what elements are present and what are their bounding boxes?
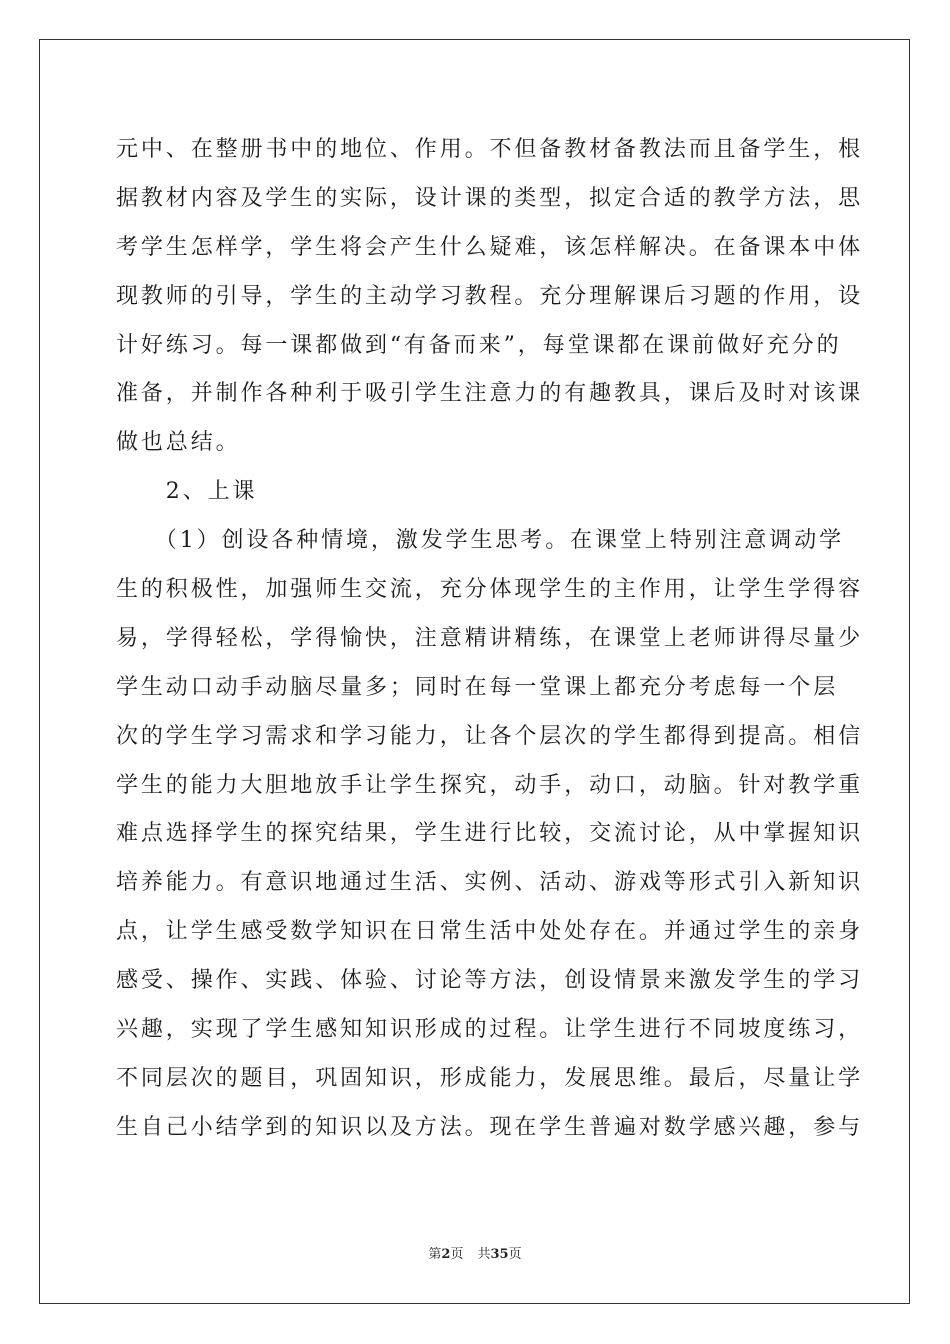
text-line: 据教材内容及学生的实际，设计课的类型，拟定合适的教学方法，思 xyxy=(116,185,864,211)
text-line: 不同层次的题目，巩固知识，形成能力，发展思维。最后，尽量让学 xyxy=(116,1065,864,1091)
text-line: 生自己小结学到的知识以及方法。现在学生普遍对数学感兴趣，参与 xyxy=(116,1114,864,1140)
text-line: 准备，并制作各种利于吸引学生注意力的有趣教具，课后及时对该课 xyxy=(116,381,864,407)
text-line: 考学生怎样学，学生将会产生什么疑难，该怎样解决。在备课本中体 xyxy=(116,234,864,260)
text-line: （1）创设各种情境，激发学生思考。在课堂上特别注意调动学 xyxy=(116,528,844,554)
page-number: 2 xyxy=(441,1247,451,1262)
text-line: 做也总结。 xyxy=(116,430,241,456)
text-line: 点，让学生感受数学知识在日常生活中处处存在。并通过学生的亲身 xyxy=(116,919,864,945)
text-line: 学生动口动手动脑尽量多；同时在每一堂课上都充分考虑每一个层 xyxy=(116,674,839,700)
text-line: 兴趣，实现了学生感知知识形成的过程。让学生进行不同坡度练习， xyxy=(116,1017,864,1043)
text-line: 感受、操作、实践、体验、讨论等方法，创设情景来激发学生的学习 xyxy=(116,968,864,994)
page-prefix: 第 xyxy=(428,1247,442,1262)
total-prefix: 共 xyxy=(477,1247,491,1262)
text-line: 生的积极性，加强师生交流，充分体现学生的主作用，让学生学得容 xyxy=(116,577,864,603)
text-line: 易，学得轻松，学得愉快，注意精讲精练，在课堂上老师讲得尽量少 xyxy=(116,625,864,651)
text-line: 次的学生学习需求和学习能力，让各个层次的学生都得到提高。相信 xyxy=(116,723,864,749)
page-suffix: 页 xyxy=(450,1247,464,1262)
page-footer xyxy=(0,1243,950,1262)
text-line: 培养能力。有意识地通过生活、实例、活动、游戏等形式引入新知识 xyxy=(116,870,864,896)
text-line: 学生的能力大胆地放手让学生探究，动手，动口，动脑。针对教学重 xyxy=(116,772,864,798)
text-line: 难点选择学生的探究结果，学生进行比较，交流讨论，从中掌握知识 xyxy=(116,821,864,847)
total-pages: 35 xyxy=(490,1247,509,1262)
text-line: 计好练习。每一课都做到“有备而来”，每堂课都在课前做好充分的 xyxy=(116,332,842,358)
total-suffix: 页 xyxy=(508,1247,522,1262)
text-line: 元中、在整册书中的地位、作用。不但备教材备教法而且备学生，根 xyxy=(116,137,864,162)
text-line: 现教师的引导，学生的主动学习教程。充分理解课后习题的作用，设 xyxy=(116,283,864,309)
section-heading: 2、上课 xyxy=(116,479,258,505)
body-text xyxy=(116,126,864,1153)
